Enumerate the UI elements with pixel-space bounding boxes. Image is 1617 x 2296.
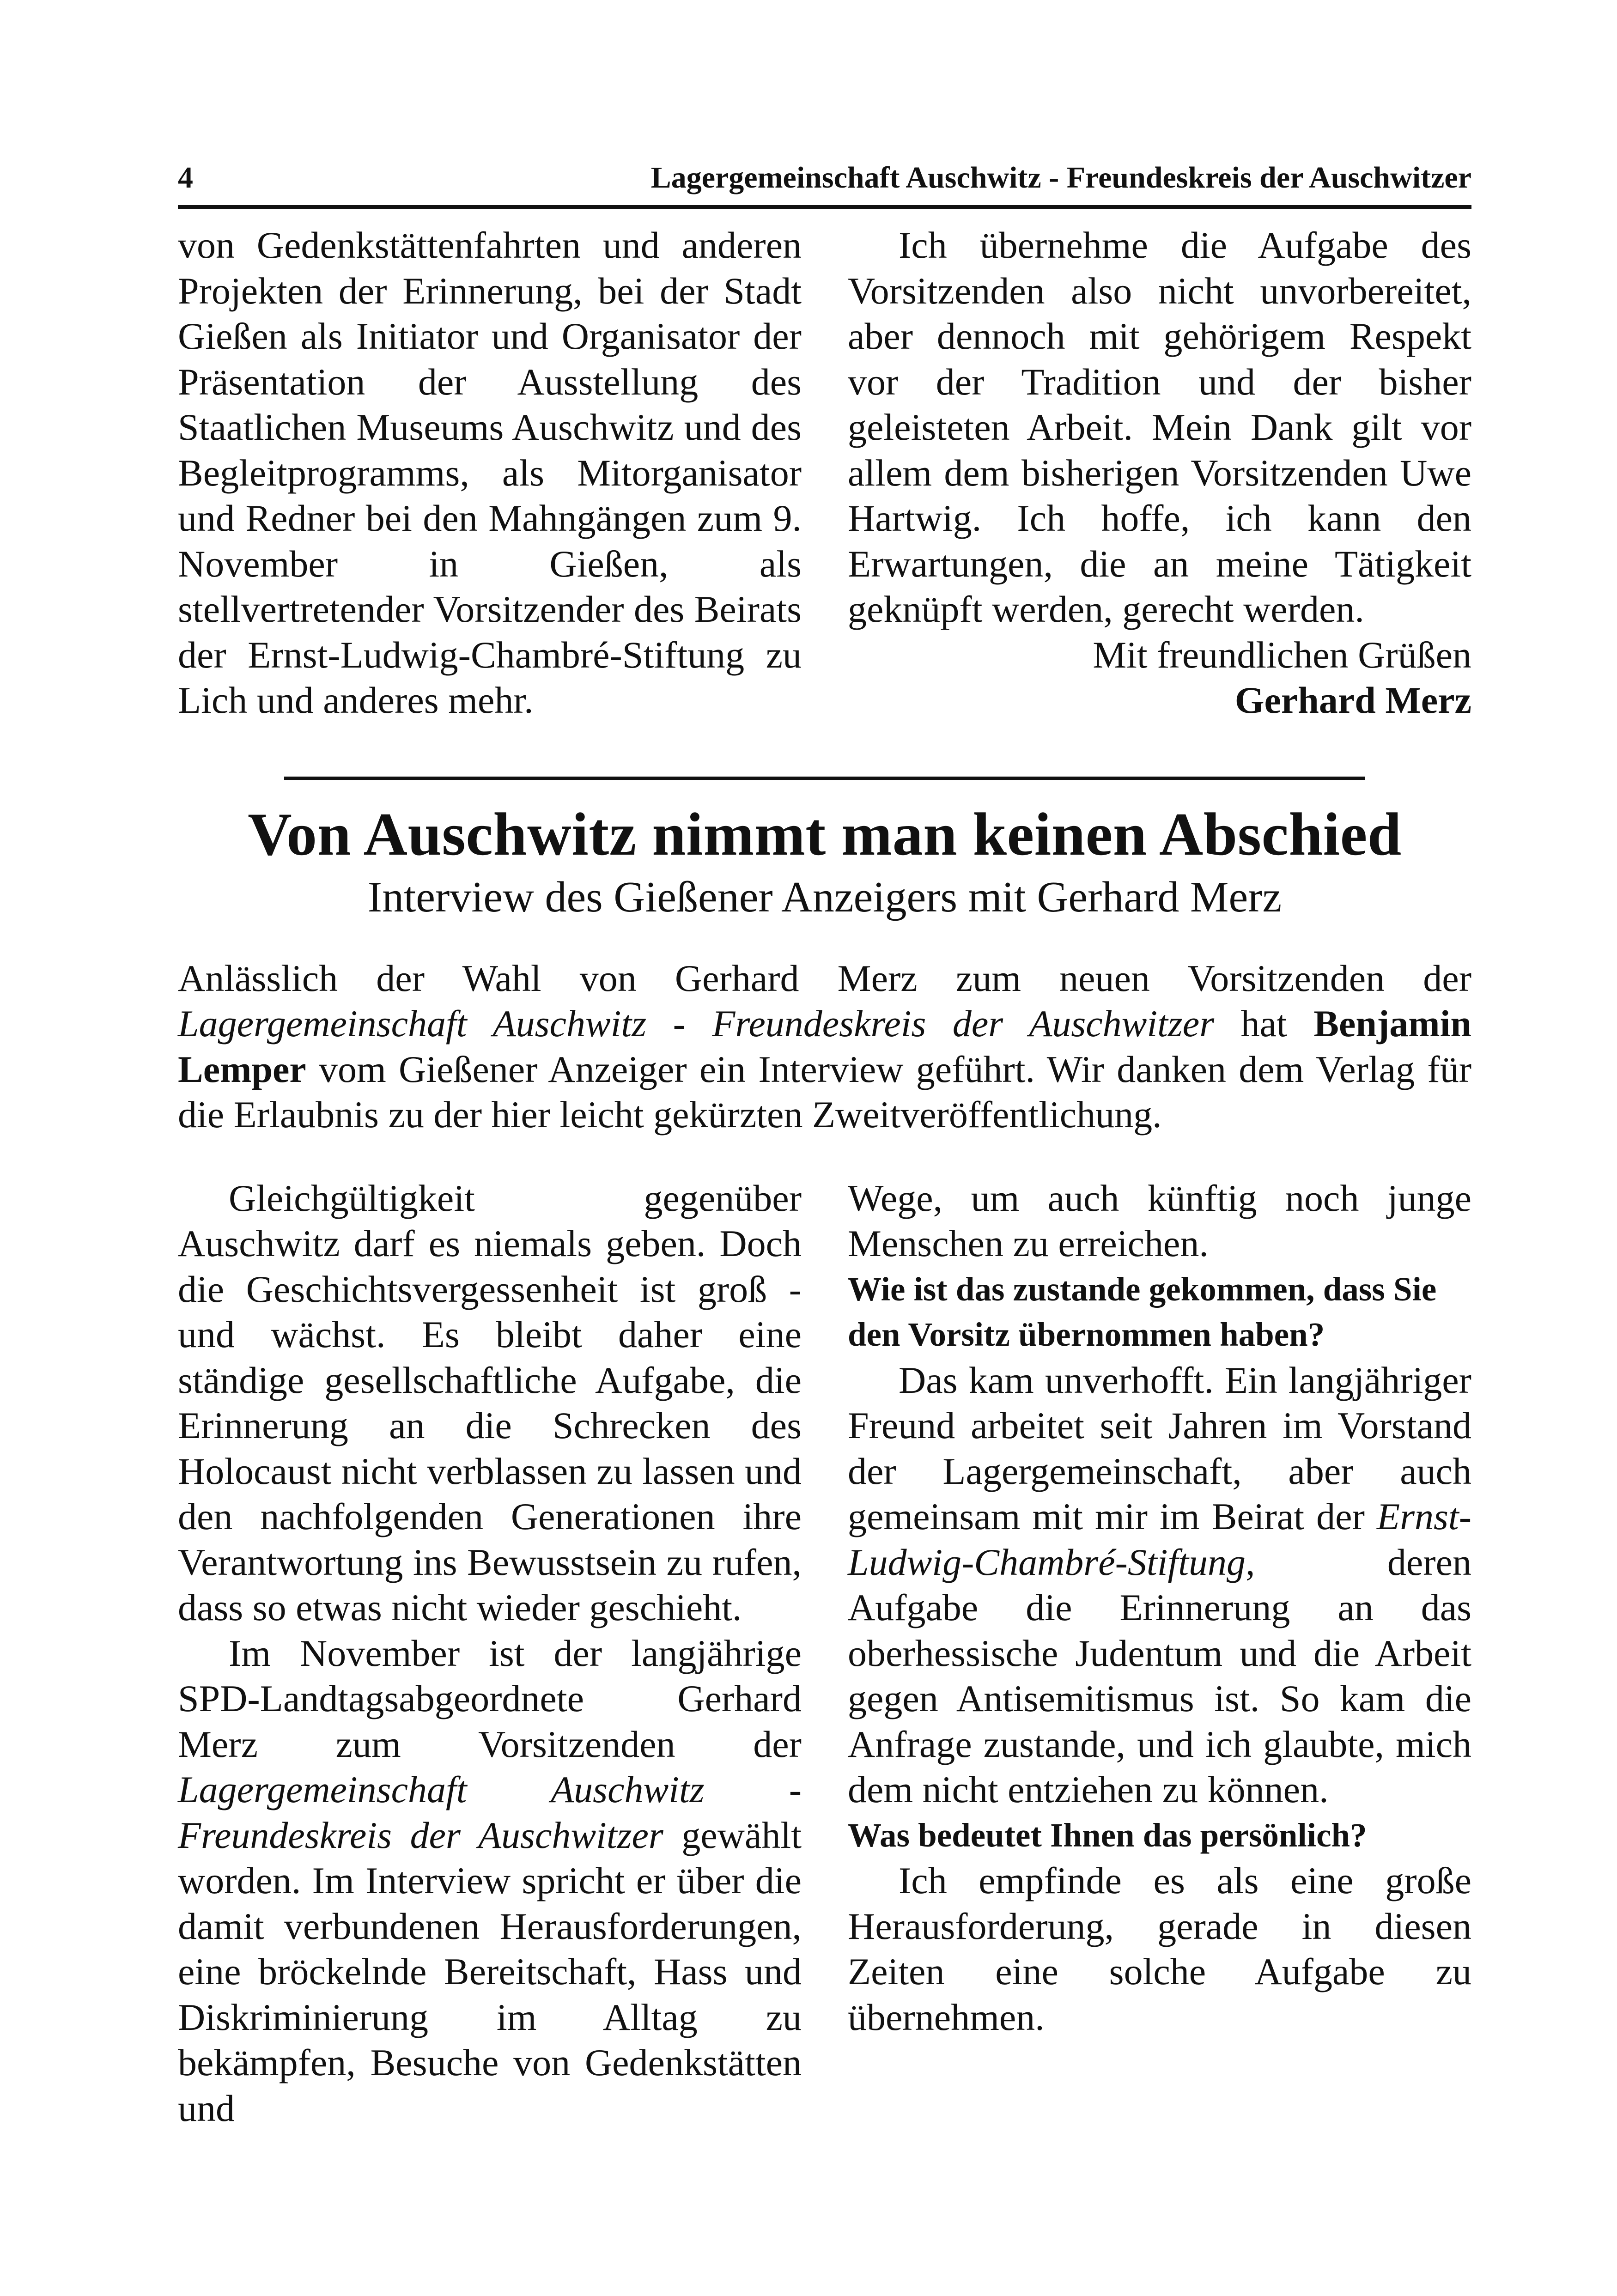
answer-1-end: , deren Aufgabe die Erinnerung an das oberhessische Judentum und die Arbeit gegen Antisemitismus ist. So kam die Anfrage zustande, und ich glaubte, mich dem nicht entziehen zu können. (848, 1541, 1471, 1810)
running-title: Lagergemeinschaft Auschwitz - Freundeskreis der Auschwitzer (650, 161, 1471, 194)
article-subtitle: Interview des Gießener Anzeigers mit Gerhard Merz (367, 873, 1282, 921)
interview-answer-1 (848, 1358, 1471, 1813)
closing-line: Mit freundlichen Grüßen (1093, 633, 1471, 676)
article-left-column (178, 1176, 802, 2132)
section-divider (284, 777, 1365, 780)
top-left-paragraph: von Gedenkstättenfahrten und anderen Projekten der Erinnerung, bei der Stadt Gießen als Initiator und Organisator der Präsentation der Ausstellung des Staatlichen Museums Auschwitz und des Begleitprogramms, als Mitorganisator und Redner bei den Mahngängen zum 9. November in Gießen, als stellvertretender Vorsitzender des Beirats der Ernst-Ludwig-Chambré-Stiftung zu Lich und anderes mehr. (178, 224, 802, 721)
document-page (178, 157, 1471, 2131)
paragraph-2-start: Im November ist der langjährige SPD-Landtagsabgeordnete Gerhard Merz zum Vorsitzenden der (178, 1632, 802, 1765)
signature: Gerhard Merz (1234, 679, 1471, 721)
article-paragraph-1: Gleichgültigkeit gegenüber Auschwitz darf es niemals geben. Doch die Geschichtsvergessenheit ist groß - und wächst. Es bleibt daher eine ständige gesellschaftliche Aufgabe, die Erinnerung an die Schrecken des Holocaust nicht verblassen zu lassen und den nachfolgenden Generationen ihre Verantwortung ins Bewusstsein zu rufen, dass so etwas nicht wieder geschieht. (178, 1177, 802, 1628)
interview-question-1: Wie ist das zustande gekommen, dass Sie den Vorsitz übernommen haben? (848, 1270, 1437, 1353)
answer-1-foundation: Ernst-Ludwig-Chambré-Stiftung (848, 1495, 1471, 1583)
article-paragraph-2 (178, 1631, 802, 2132)
article-columns (178, 1176, 1471, 2132)
article-headline: Von Auschwitz nimmt man keinen Abschied (248, 800, 1402, 868)
paragraph-2-end: gewählt worden. Im Interview spricht er über die damit verbundenen Herausforderungen, eine bröckelnde Bereitschaft, Hass und Diskriminierung im Alltag zu bekämpfen, Besuche von Gedenkstätten und (178, 1814, 802, 2129)
top-right-paragraph: Ich übernehme die Aufgabe des Vorsitzenden also nicht unvorbereitet, aber dennoch mit gehörigem Respekt vor der Tradition und der bisher geleisteten Arbeit. Mein Dank gilt vor allem dem bisherigen Vorsitzenden Uwe Hartwig. Ich hoffe, ich kann den Erwartungen, die an meine Tätigkeit geknüpft werden, gerecht werden. (848, 224, 1471, 630)
intro-text-start: Anlässlich der Wahl von Gerhard Merz zum neuen Vorsitzenden der (178, 957, 1471, 999)
intro-organization: Lagergemeinschaft Auschwitz - Freundeskreis der Auschwitzer (178, 1002, 1215, 1045)
answer-1-start: Das kam unverhofft. Ein langjähriger Freund arbeitet seit Jahren im Vorstand der Lagergemeinschaft, aber auch gemeinsam mit mir im Beirat der (848, 1359, 1471, 1537)
article-continuation: Wege, um auch künftig noch junge Menschen zu erreichen. (848, 1177, 1471, 1264)
interview-question-2: Was bedeutet Ihnen das persönlich? (848, 1816, 1367, 1854)
intro-text-mid: hat (1214, 1002, 1314, 1045)
top-right-column (848, 223, 1471, 723)
intro-author: Benjamin Lemper (178, 1002, 1471, 1090)
top-left-column (178, 223, 802, 723)
article-intro (178, 956, 1471, 1138)
paragraph-2-organization: Lagergemeinschaft Auschwitz - Freundeskreis der Auschwitzer (178, 1768, 802, 1856)
intro-text-end: vom Gießener Anzeiger ein Interview geführt. Wir danken dem Verlag für die Erlaubnis zu der hier leicht gekürzten Zweitveröffentlichung. (178, 1048, 1471, 1136)
page-number: 4 (178, 161, 193, 194)
interview-answer-2: Ich empfinde es als eine große Herausforderung, gerade in diesen Zeiten eine solche Aufgabe zu übernehmen. (848, 1859, 1471, 2038)
running-header (178, 157, 1471, 209)
article-right-column (848, 1176, 1471, 2132)
top-columns (178, 223, 1471, 723)
